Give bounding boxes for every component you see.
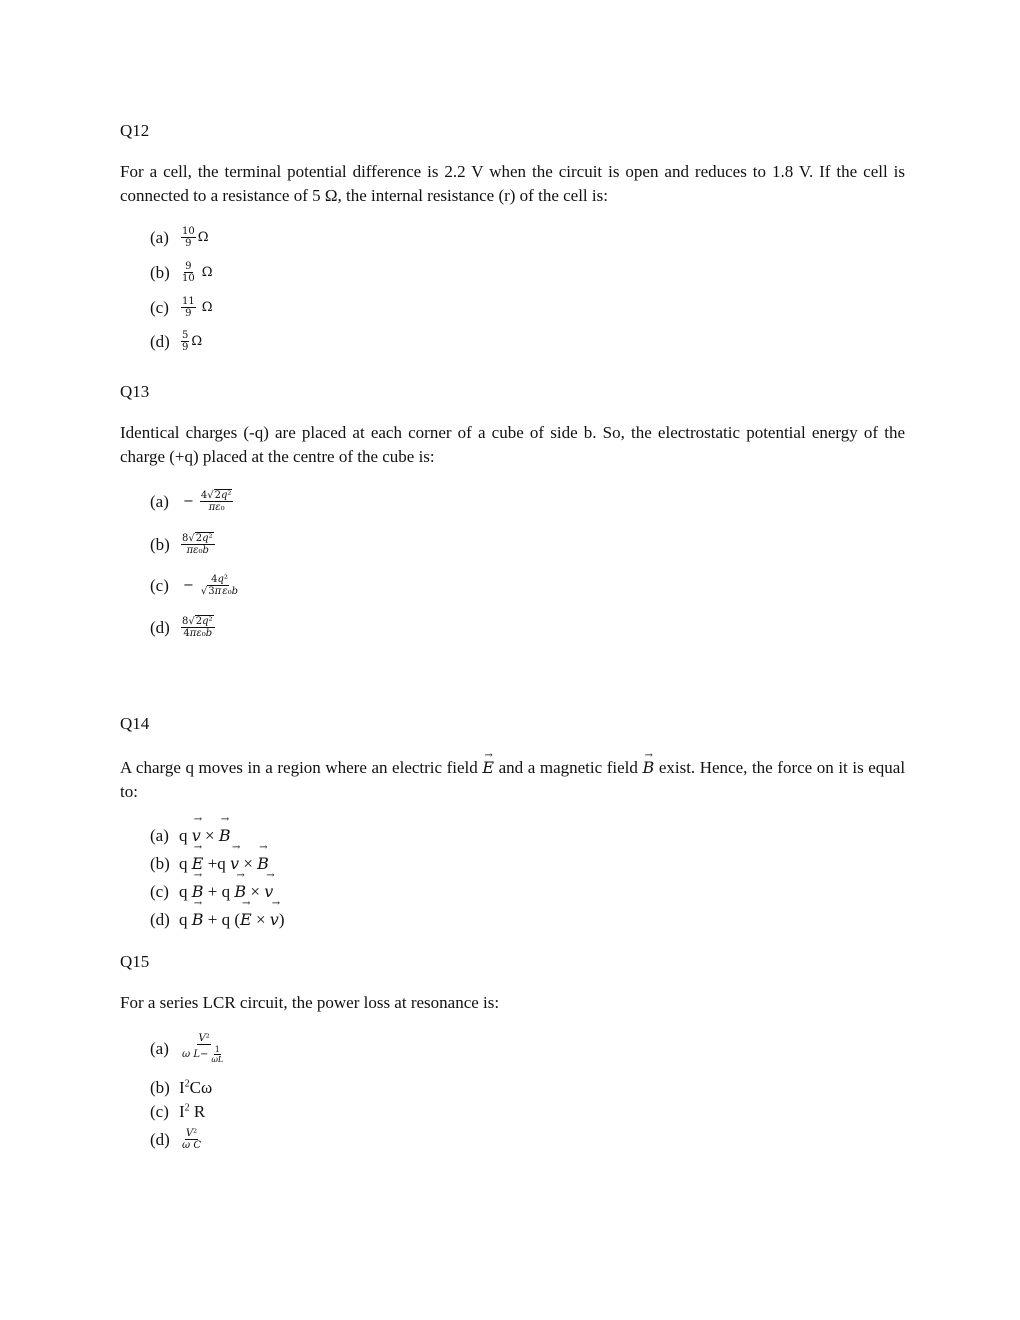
option-q15-c[interactable] <box>150 1102 205 1122</box>
question-text-q15: For a series LCR circuit, the power loss at resonance is: <box>120 993 500 1012</box>
option-q14-b[interactable] <box>150 854 269 874</box>
formula-text: R <box>193 1102 206 1121</box>
formula: $I^2$ R <box>179 1102 206 1121</box>
question-number-q12: Q12 <box>120 121 150 140</box>
option-label: (b) <box>150 1078 170 1097</box>
option-label: (c) <box>150 1102 169 1121</box>
text-part: A charge q moves in a region where an electric field <box>120 758 478 777</box>
fraction-numerator: 10 <box>182 226 195 237</box>
question-number-q15: Q15 <box>120 952 150 971</box>
question-number-q13: Q13 <box>120 382 150 401</box>
vector-E: → E <box>482 756 494 780</box>
option-q14-a[interactable] <box>150 826 231 846</box>
question-number-q14: Q14 <box>120 714 150 733</box>
option-label: (d) <box>150 1129 170 1149</box>
option-q12-c[interactable] <box>150 296 213 319</box>
option-q13-d[interactable] <box>150 616 217 639</box>
option-label: (b) <box>150 262 170 282</box>
text-part: and a magnetic field <box>498 758 638 777</box>
option-q14-d[interactable] <box>150 910 285 930</box>
question-text-q12: For a cell, the terminal potential difference is 2.2 V when the circuit is open and reduces to 1.8 V. If the cell is connected to a resistance of 5 Ω, the internal resistance (r) of the cell is: <box>120 162 905 205</box>
option-label: (c) <box>150 882 169 901</box>
formula-text: Cω <box>189 1078 213 1097</box>
fraction-denominator: 9 <box>185 238 192 249</box>
fraction-numerator: 5 <box>182 330 189 341</box>
formula: 8√2q² πε₀b <box>182 533 213 556</box>
question-text-q14 <box>120 756 905 804</box>
option-q15-d[interactable] <box>150 1128 204 1151</box>
formula: q → v × → B <box>179 826 231 846</box>
fraction-denominator: 9 <box>182 342 189 353</box>
unit: Ω <box>201 265 213 280</box>
fraction-numerator: 11 <box>182 296 195 307</box>
option-q12-d[interactable] <box>150 330 202 353</box>
option-label: (b) <box>150 534 170 554</box>
option-label: (a) <box>150 491 169 511</box>
option-q15-b[interactable] <box>150 1078 212 1098</box>
formula: q → B + q → B × → v <box>179 882 273 902</box>
formula: q → B + q (→ E × → v) <box>179 910 285 930</box>
option-label: (a) <box>150 227 169 247</box>
formula: $\frac{\text{4q²}}{\text{√3πε₀b}}$ <box>200 574 239 597</box>
option-q12-a[interactable] <box>150 226 209 249</box>
fraction-denominator: 10 <box>182 273 195 284</box>
formula: V² ω C <box>182 1128 201 1151</box>
option-label: (c) <box>150 297 169 317</box>
option-label: (c) <box>150 575 169 595</box>
minus-sign: − <box>183 494 194 509</box>
option-label: (a) <box>150 1038 169 1058</box>
formula: $\frac{\text{4√2q²}}{\text{πε₀}}$ <box>200 490 232 513</box>
unit: Ω <box>201 300 213 315</box>
vector-B: → B <box>642 756 654 780</box>
question-text-q13: Identical charges (-q) are placed at each corner of a cube of side b. So, the electrostatic potential energy of the charge (+q) placed at the centre of the cube is: <box>120 423 905 466</box>
formula: V² ω L − 1 ωL <box>182 1033 224 1064</box>
option-q12-b[interactable] <box>150 261 213 284</box>
option-label: (b) <box>150 854 170 873</box>
option-q14-c[interactable] <box>150 882 273 902</box>
option-label: (d) <box>150 910 170 929</box>
option-label: (a) <box>150 826 169 845</box>
option-q13-a[interactable] <box>150 490 235 513</box>
option-label: (d) <box>150 331 170 351</box>
minus-sign: − <box>183 578 194 593</box>
option-q13-b[interactable] <box>150 533 217 556</box>
fraction-denominator: 9 <box>185 308 192 319</box>
option-q13-c[interactable] <box>150 574 241 597</box>
unit: Ω <box>191 334 203 349</box>
formula: $I^2C\omega$ <box>179 1078 213 1097</box>
option-q15-a[interactable] <box>150 1033 229 1064</box>
unit: Ω <box>197 230 209 245</box>
formula: 8√2q² 4πε₀b <box>182 616 213 639</box>
formula: q → E +q → v × → B <box>179 854 269 874</box>
option-label: (d) <box>150 617 170 637</box>
fraction-numerator: 9 <box>185 261 192 272</box>
text-part: exist. Hence, the force on it is equal to: <box>120 758 906 801</box>
